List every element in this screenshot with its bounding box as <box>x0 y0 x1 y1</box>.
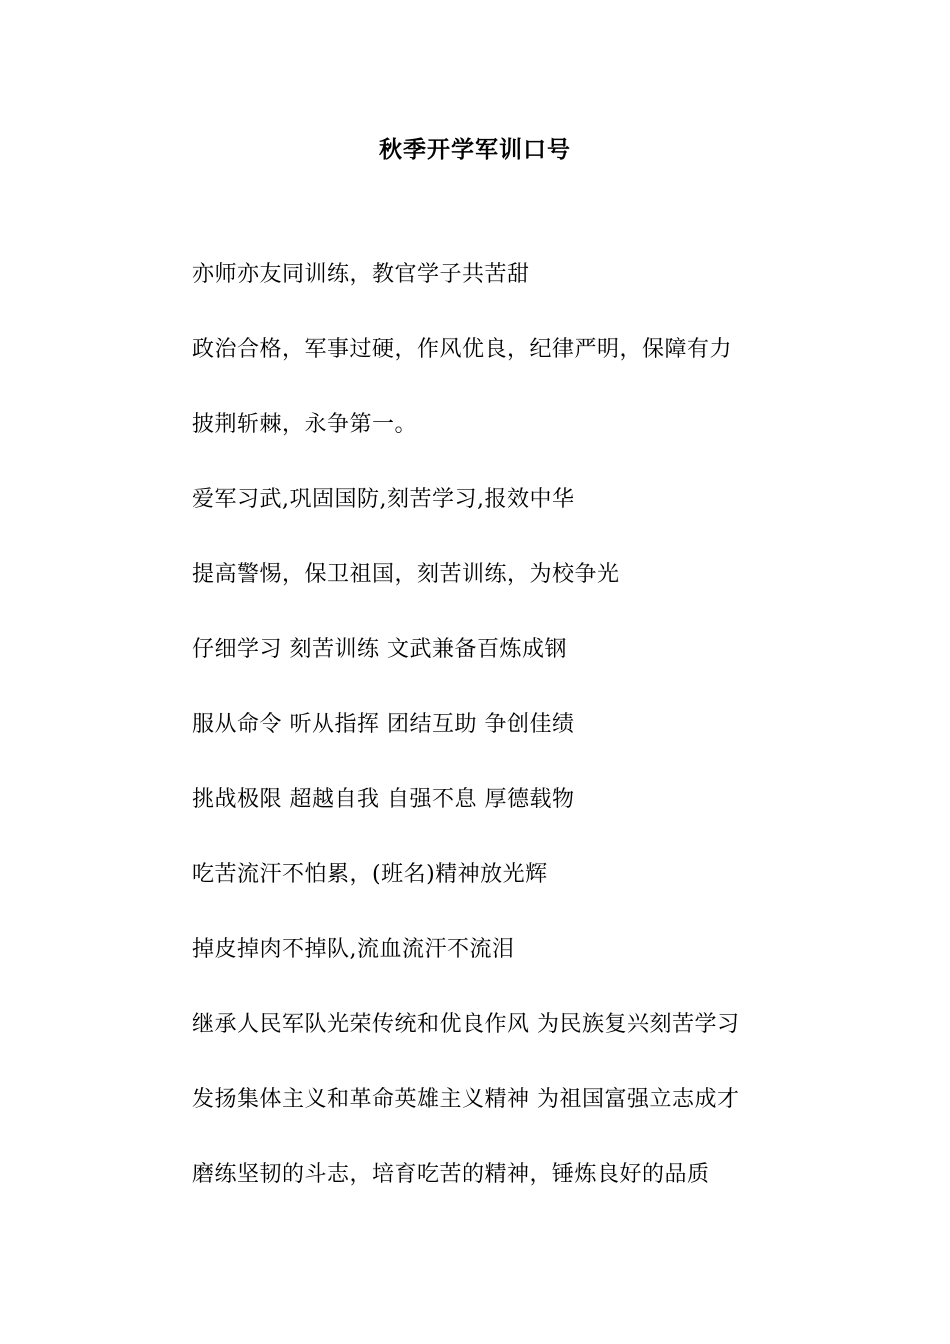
slogan-line: 亦师亦友同训练，教官学子共苦甜 <box>192 262 530 287</box>
page-title: 秋季开学军训口号 <box>379 137 571 163</box>
slogan-line: 发扬集体主义和革命英雄主义精神 为祖国富强立志成才 <box>192 1087 740 1112</box>
slogan-line: 提高警惕，保卫祖国，刻苦训练，为校争光 <box>192 562 620 587</box>
slogan-line: 服从命令 听从指挥 团结互助 争创佳绩 <box>192 712 575 737</box>
slogan-line: 磨练坚韧的斗志，培育吃苦的精神，锤炼良好的品质 <box>192 1162 710 1187</box>
slogan-list <box>192 255 892 1230</box>
slogan-line: 爱军习武,巩固国防,刻苦学习,报效中华 <box>192 487 575 512</box>
slogan-line: 掉皮掉肉不掉队,流血流汗不流泪 <box>192 937 515 962</box>
slogan-line: 披荆斩棘，永争第一。 <box>192 412 418 437</box>
slogan-line: 政治合格，军事过硬，作风优良，纪律严明，保障有力 <box>192 337 733 362</box>
slogan-line: 挑战极限 超越自我 自强不息 厚德载物 <box>192 787 575 812</box>
slogan-line: 吃苦流汗不怕累，(班名)精神放光辉 <box>192 862 548 887</box>
slogan-line: 继承人民军队光荣传统和优良作风 为民族复兴刻苦学习 <box>192 1012 740 1037</box>
slogan-line: 仔细学习 刻苦训练 文武兼备百炼成钢 <box>192 637 567 662</box>
